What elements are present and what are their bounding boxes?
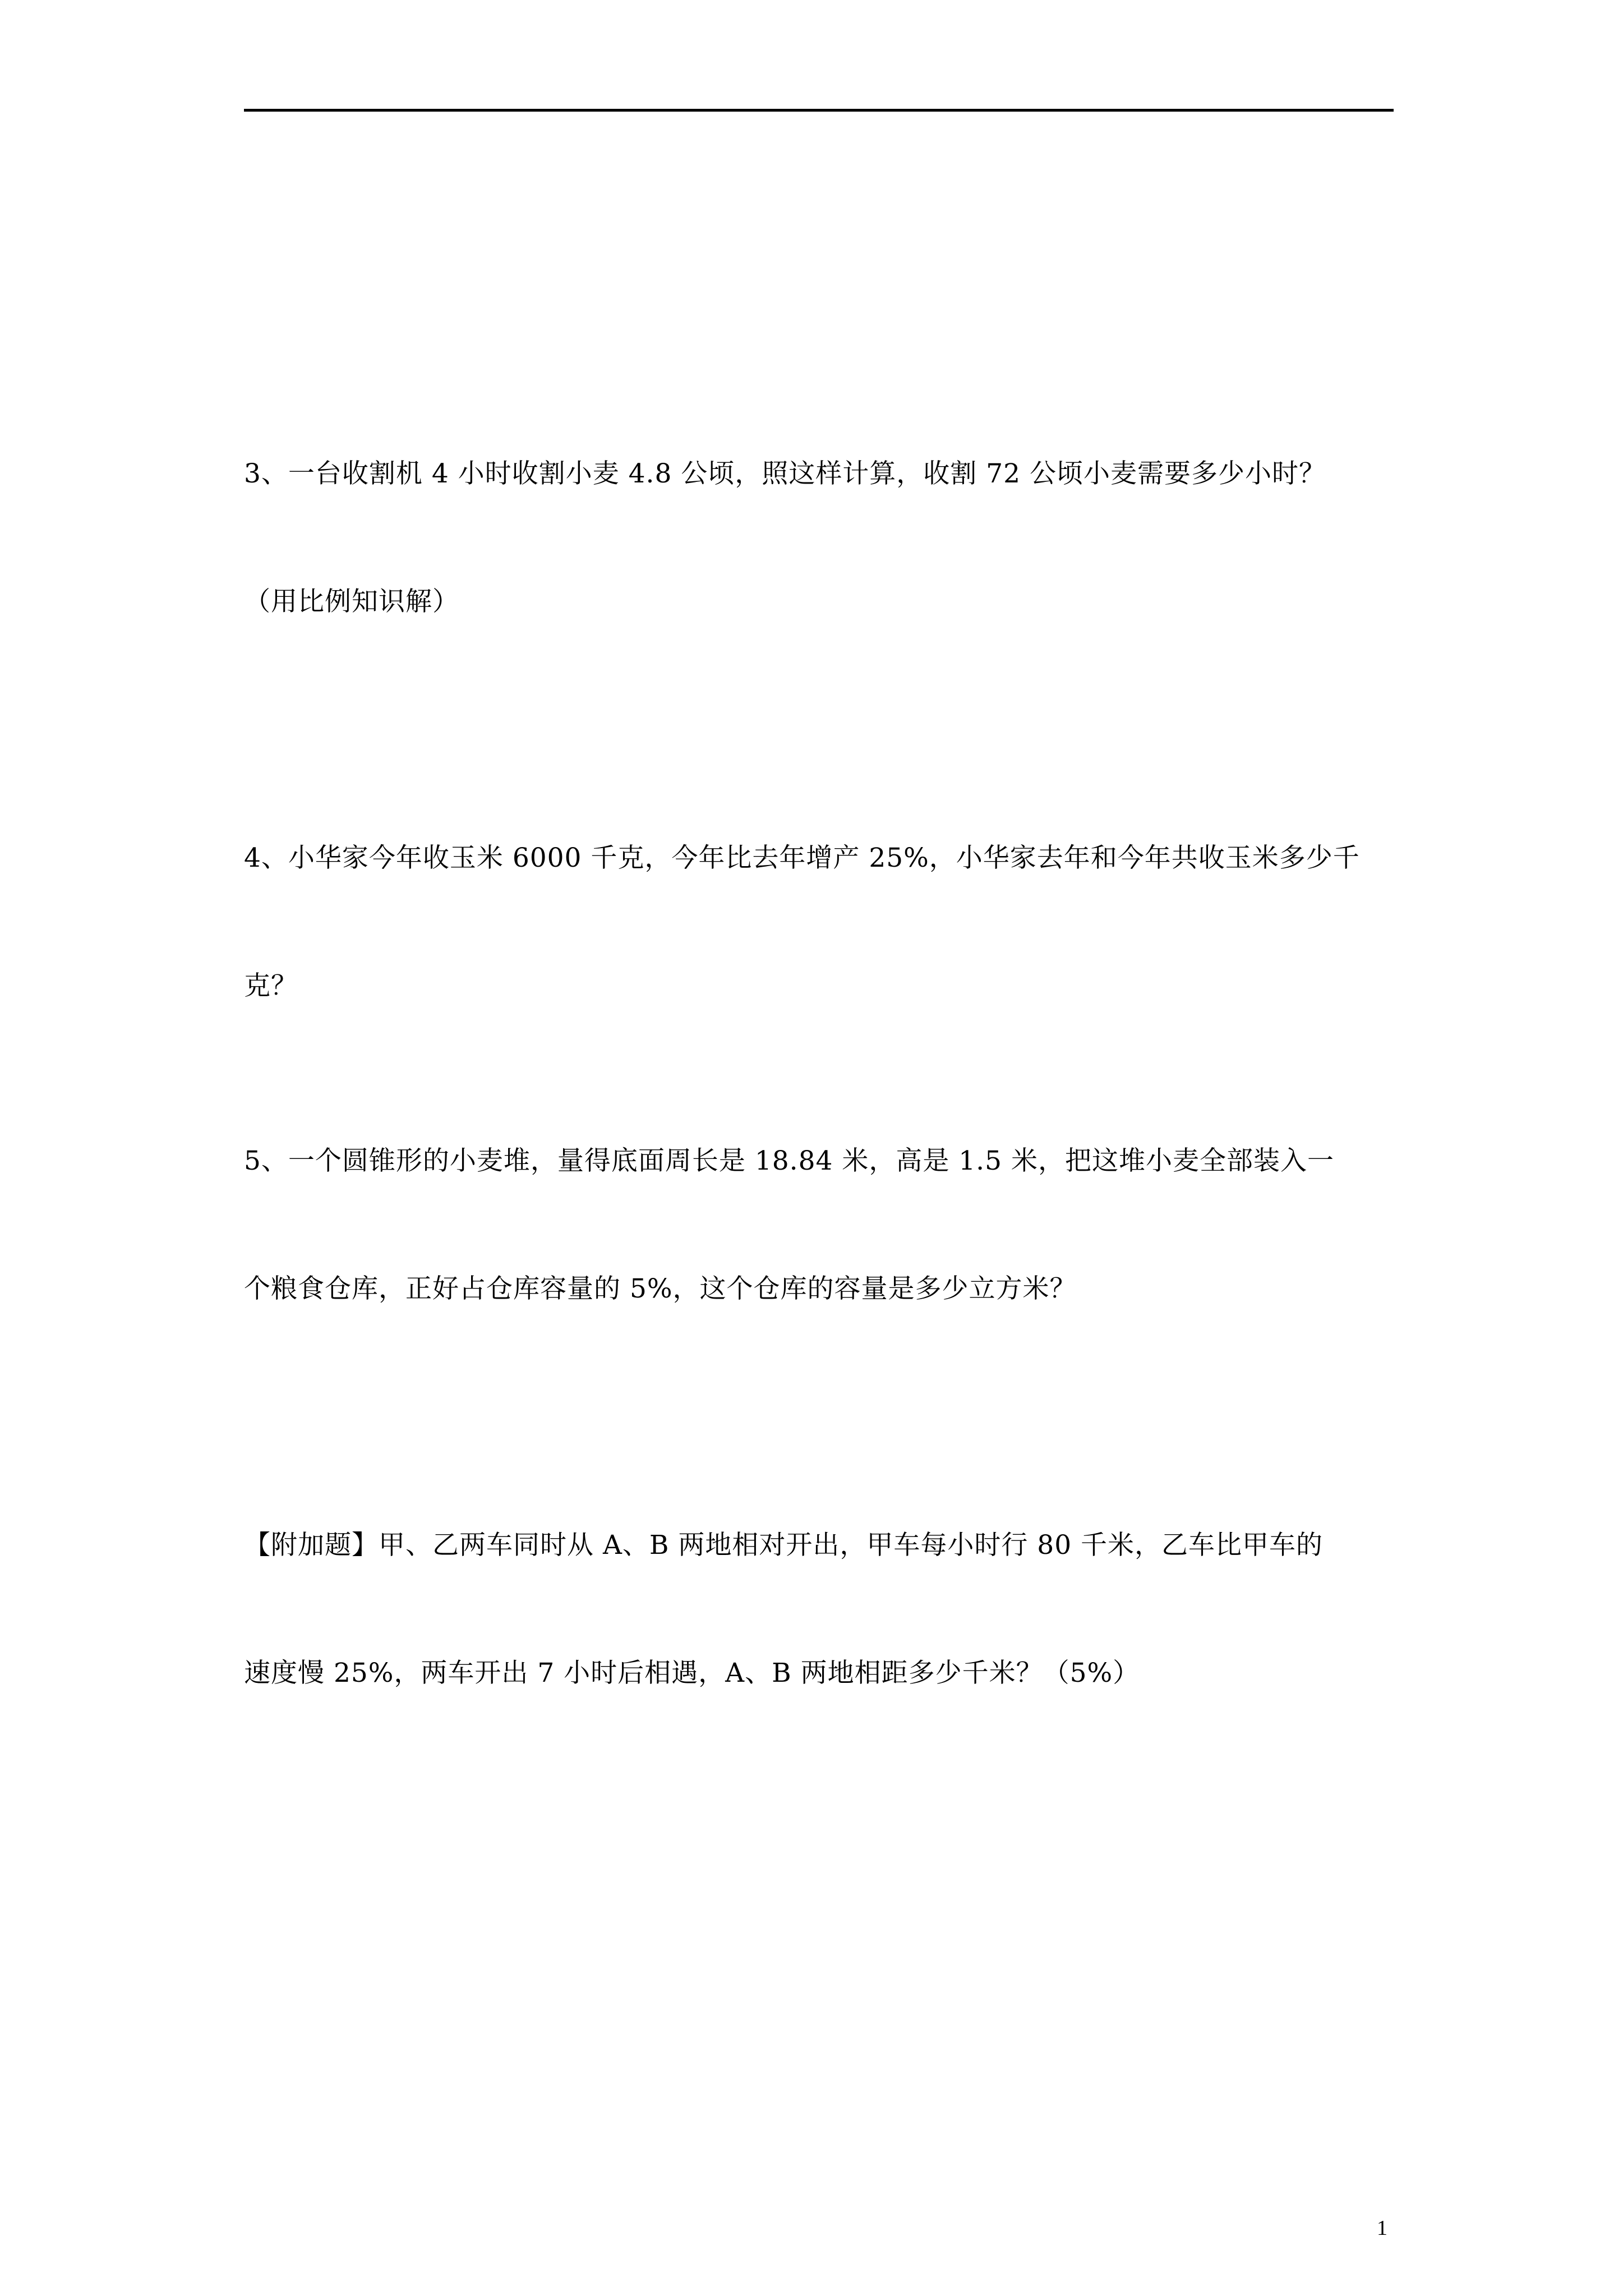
question-3-line-1: 3、一台收割机 4 小时收割小麦 4.8 公顷，照这样计算，收割 72 公顷小麦需要多少小时？ (244, 458, 1326, 489)
bonus-question-line-2: 速度慢 25%，两车开出 7 小时后相遇，A、B 两地相距多少千米？（5%） (244, 1658, 1140, 1688)
question-4-line-2: 克？ (244, 970, 298, 1001)
header-rule (244, 109, 1394, 112)
bonus-question-line-1: 【附加题】甲、乙两车同时从 A、B 两地相对开出，甲车每小时行 80 千米，乙车比甲车的 (244, 1530, 1324, 1561)
question-4 (244, 752, 1399, 1050)
bonus-question (244, 1439, 1399, 1737)
question-5 (244, 1055, 1399, 1353)
question-3 (244, 367, 1399, 666)
question-5-line-1: 5、一个圆锥形的小麦堆，量得底面周长是 18.84 米，高是 1.5 米，把这堆小麦全部装入一 (244, 1145, 1334, 1176)
question-4-line-1: 4、小华家今年收玉米 6000 千克，今年比去年增产 25%，小华家去年和今年共收玉米多少千 (244, 843, 1360, 873)
page-number: 1 (1377, 2216, 1387, 2240)
question-5-line-2: 个粮食仓库，正好占仓库容量的 5%，这个仓库的容量是多少立方米？ (244, 1273, 1077, 1304)
question-3-line-2: （用比例知识解） (244, 586, 459, 617)
